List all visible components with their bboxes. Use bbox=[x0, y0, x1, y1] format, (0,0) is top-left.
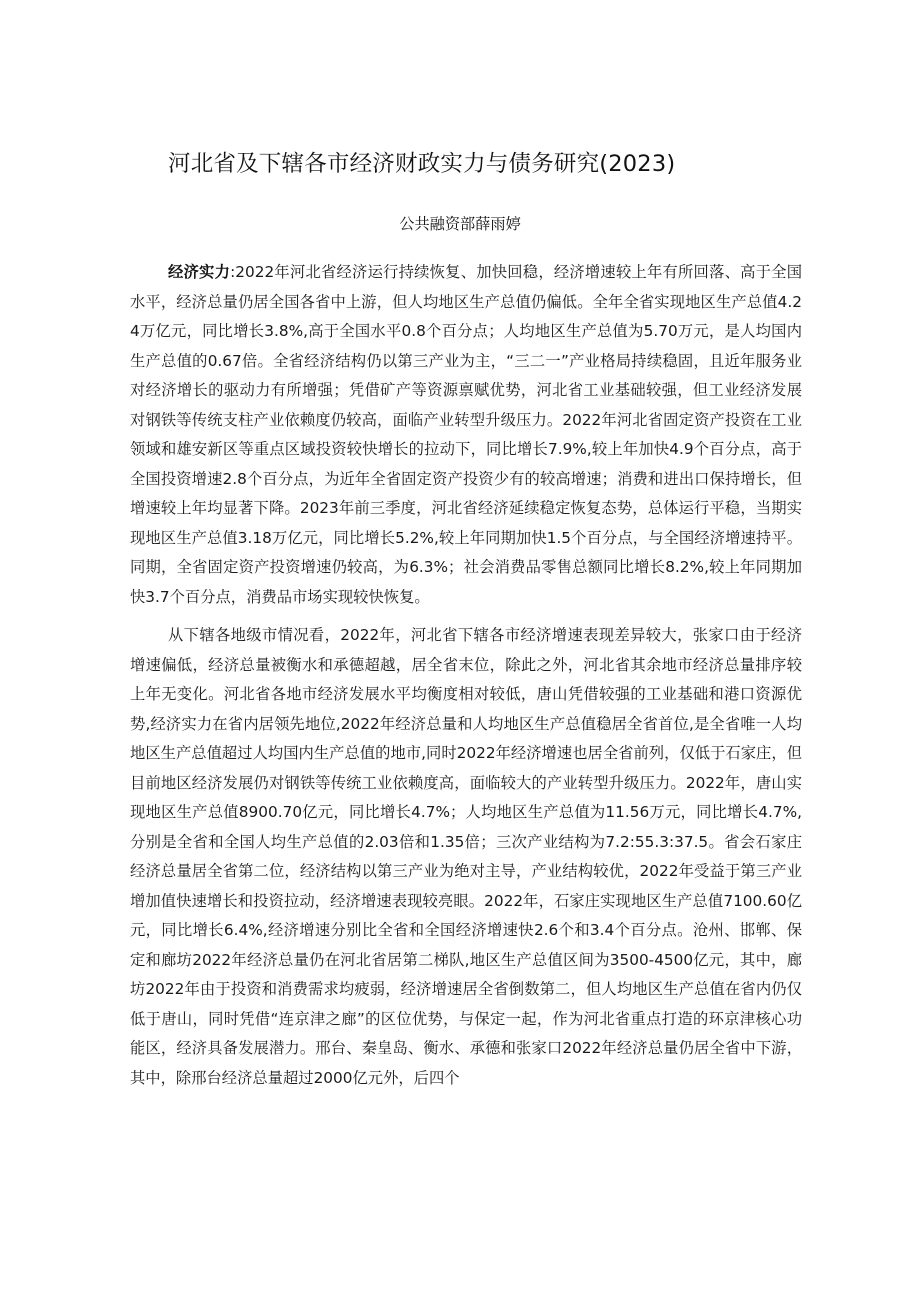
paragraph-text: 2022年河北省经济运行持续恢复、加快回稳，经济增速较上年有所回落、高于全国水平，经济总量仍居全国各省中上游，但人均地区生产总值仍偏低。全年全省实现地区生产总值4.24万亿元，同比增长3.8%,高于全国水平0.8个百分点；人均地区生产总值为5.70万元，是人均国内生产总值的0.67倍。全省经济结构仍以第三产业为主，“三二一”产业格局持续稳固，且近年服务业对经济增长的驱动力有所增强；凭借矿产等资源禀赋优势，河北省工业基础较强，但工业经济发展对钢铁等传统支柱产业依赖度仍较高，面临产业转型升级压力。2022年河北省固定资产投资在工业领域和雄安新区等重点区域投资较快增长的拉动下，同比增长7.9%,较上年加快4.9个百分点，高于全国投资增速2.8个百分点，为近年全省固定资产投资少有的较高增速；消费和进出口保持增长，但增速较上年均显著下降。2023年前三季度，河北省经济延续稳定恢复态势，总体运行平稳，当期实现地区生产总值3.18万亿元，同比增长5.2%,较上年同期加快1.5个百分点，与全国经济增速持平。同期，全省固定资产投资增速仍较高，为6.3%；社会消费品零售总额同比增长8.2%,较上年同期加快3.7个百分点，消费品市场实现较快恢复。 bbox=[130, 263, 802, 606]
section-lead-label: 经济实力 bbox=[168, 263, 231, 281]
paragraph-text: 从下辖各地级市情况看，2022年，河北省下辖各市经济增速表现差异较大，张家口由于经济增速偏低，经济总量被衡水和承德超越，居全省末位，除此之外，河北省其余地市经济总量排序较上年无变化。河北省各地市经济发展水平均衡度相对较低，唐山凭借较强的工业基础和港口资源优势,经济实力在省内居领先地位,2022年经济总量和人均地区生产总值稳居全省首位,是全省唯一人均地区生产总值超过人均国内生产总值的地市,同时2022年经济增速也居全省前列，仅低于石家庄，但目前地区经济发展仍对钢铁等传统工业依赖度高，面临较大的产业转型升级压力。2022年，唐山实现地区生产总值8900.70亿元，同比增长4.7%；人均地区生产总值为11.56万元，同比增长4.7%,分别是全省和全国人均生产总值的2.03倍和1.35倍；三次产业结构为7.2:55.3:37.5。省会石家庄经济总量居全省第二位，经济结构以第三产业为绝对主导，产业结构较优，2022年受益于第三产业增加值快速增长和投资拉动，经济增速表现较亮眼。2022年，石家庄实现地区生产总值7100.60亿元，同比增长6.4%,经济增速分别比全省和全国经济增速快2.6个和3.4个百分点。沧州、邯郸、保定和廊坊2022年经济总量仍在河北省居第二梯队,地区生产总值区间为3500-4500亿元，其中，廊坊2022年由于投资和消费需求均疲弱，经济增速居全省倒数第二，但人均地区生产总值在省内仍仅低于唐山，同时凭借“连京津之廊”的区位优势，与保定一起，作为河北省重点打造的环京津核心功能区，经济具备发展潜力。邢台、秦皇岛、衡水、承德和张家口2022年经济总量仍居全省中下游，其中，除邢台经济总量超过2000亿元外，后四个 bbox=[130, 626, 802, 1087]
document-title: 河北省及下辖各市经济财政实力与债务研究(2023) bbox=[168, 151, 676, 177]
document-body bbox=[130, 258, 802, 1102]
paragraph-economic-strength bbox=[130, 258, 802, 612]
section-lead-separator: : bbox=[230, 263, 236, 281]
paragraph-prefecture-cities bbox=[130, 621, 802, 1093]
document-author: 公共融资部薛雨婷 bbox=[399, 215, 521, 233]
